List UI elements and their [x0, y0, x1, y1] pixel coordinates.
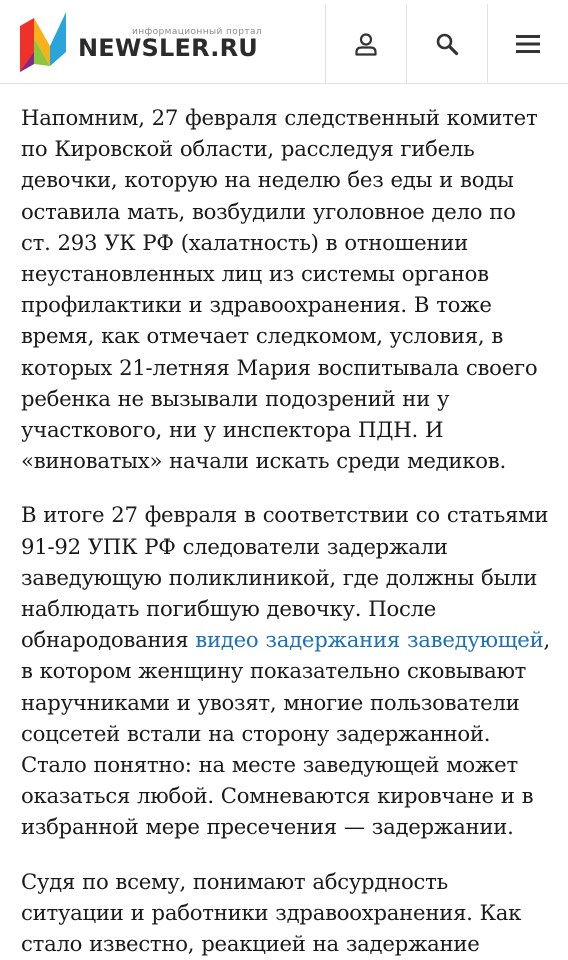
- wordmark-name: NEWSLER: [78, 34, 211, 62]
- site-header: [0, 0, 568, 84]
- site-logo[interactable]: [20, 12, 290, 72]
- search-icon: [435, 32, 459, 56]
- site-wordmark: [78, 34, 258, 62]
- account-button[interactable]: [325, 4, 405, 83]
- wordmark-suffix: .RU: [210, 34, 258, 62]
- article-paragraph-3: Судя по всему, понимают абсурдность ситуации и работники здравоохранения. Как стало известно, реакцией на задержание: [21, 868, 522, 957]
- paragraph-2-text-end: , в котором женщину показательно сковывают наручниками и увозят, многие пользователи соцсетей встали на сторону задержанной. Стало понятно: на месте заведующей может оказаться любой. Сомневаются кировчане и в избранной мере пресечения — задержании.: [21, 627, 550, 840]
- newsler-logo-icon: [20, 12, 70, 72]
- article-paragraph-1: Напомним, 27 февраля следственный комитет по Кировской области, расследуя гибель девочки, которую на неделю без еды и воды оставила мать, возбудили уголовное дело по ст. 293 УК РФ (халатность) в отношении неустановленных лиц из системы органов профилактики и здравоохранения. В тоже время, как отмечает следкомом, условия, в которых 21-летняя Мария воспитывала своего ребенка не вызывали подозрений ни у участкового, ни у инспектора ПДН. И «виноватых» начали искать среди медиков.: [21, 105, 538, 474]
- menu-button[interactable]: [487, 4, 568, 83]
- article-paragraph-2: [21, 499, 551, 842]
- detention-video-link[interactable]: видео задержания заведующей: [195, 627, 544, 653]
- site-tagline: информационный портал: [132, 27, 263, 37]
- user-icon: [354, 32, 378, 56]
- menu-icon: [515, 33, 541, 55]
- paragraph-2-text-start: В итоге 27 февраля в соответствии со статьями 91-92 УПК РФ следователи задержали заведующую поликлиникой, где должны были наблюдать погибшую девочку. После обнародования: [21, 502, 549, 653]
- search-button[interactable]: [406, 4, 486, 83]
- article-body: [21, 102, 551, 960]
